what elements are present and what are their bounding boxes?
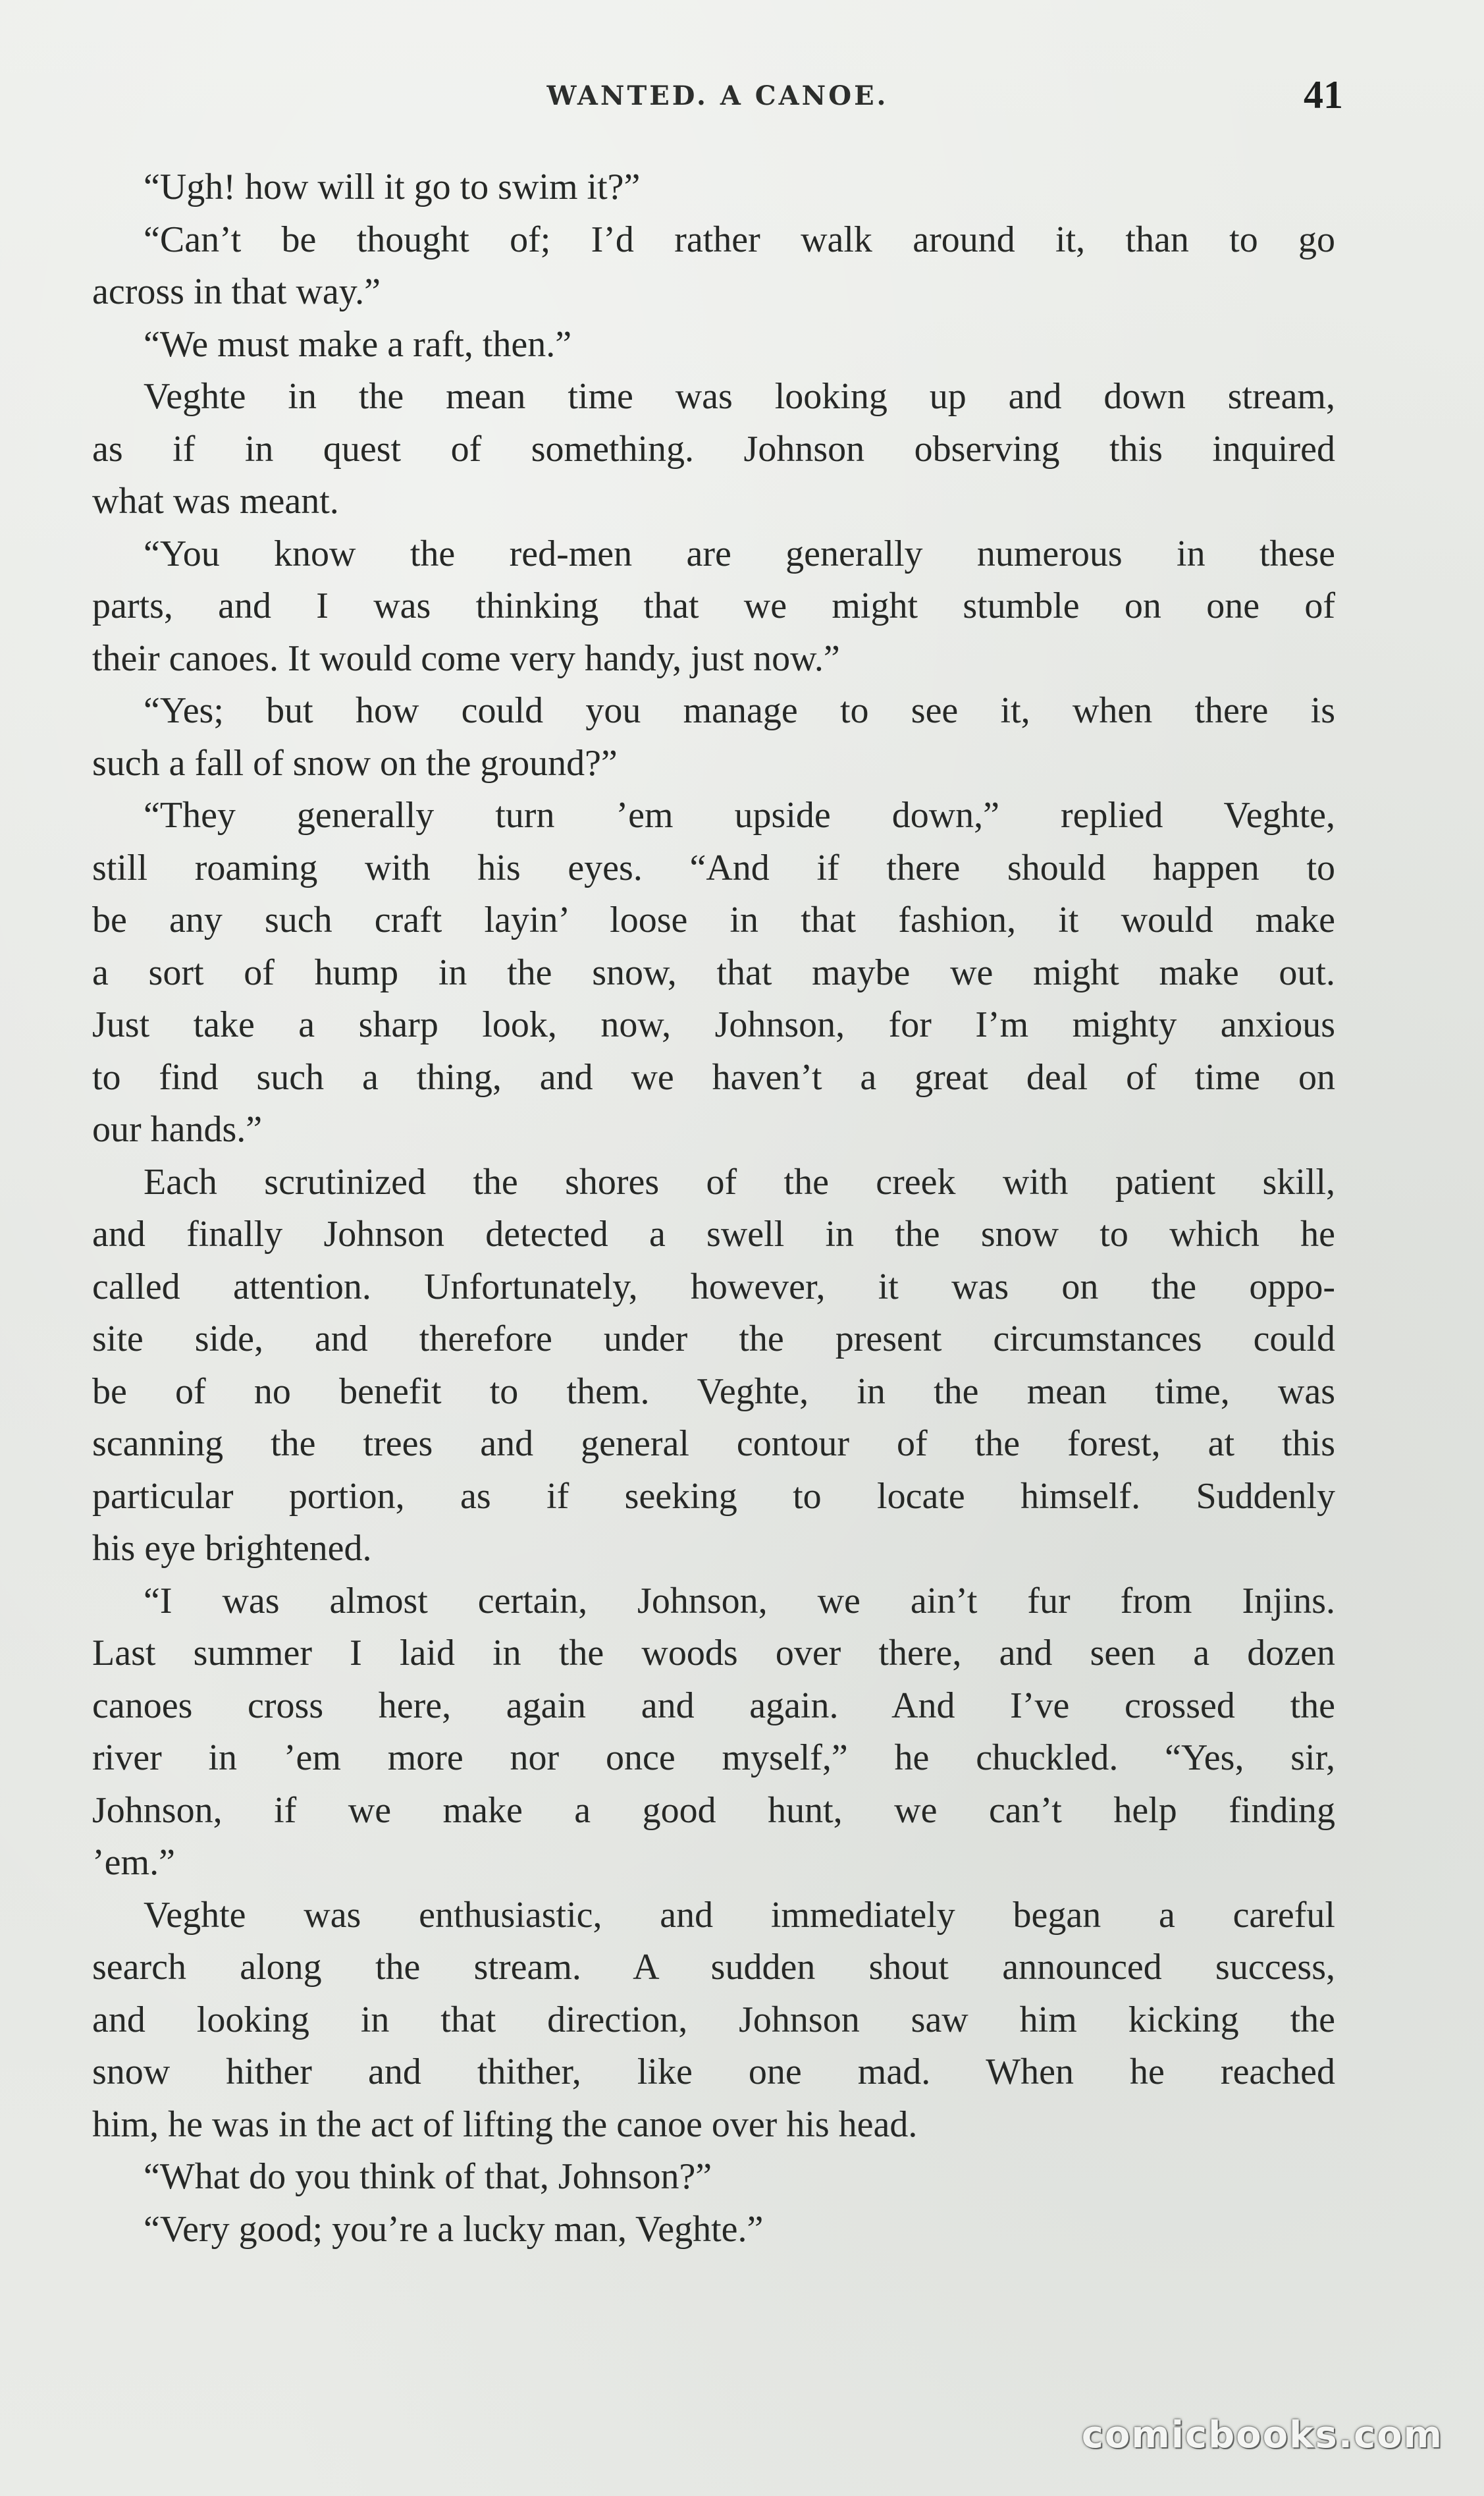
page-number: 41 [1304,73,1343,117]
text-line: particular portion, as if seeking to locate himself. Suddenly [92,1475,1335,1517]
text-line: parts, and I was thinking that we might stumble on one of [92,585,1335,626]
text-line: be any such craft layin’ loose in that fashion, it would make [92,900,1335,940]
text-line: “You know the red-men are generally numerous in these [144,533,1335,574]
text-line: “Ugh! how will it go to swim it?” [144,167,641,207]
text-line: called attention. Unfortunately, however, it was on the oppo- [92,1266,1335,1307]
text-line: “Very good; you’re a lucky man, Veghte.” [144,2208,764,2250]
text-line: snow hither and thither, like one mad. When he reached [92,2051,1335,2092]
text-line: Veghte in the mean time was looking up and down stream, [144,376,1335,417]
text-line: still roaming with his eyes. “And if there should happen to [92,847,1335,888]
text-line: “They generally turn ’em upside down,” replied Veghte, [144,795,1335,836]
page-header [92,72,1343,125]
text-line: “What do you think of that, Johnson?” [144,2156,712,2197]
text-line: to find such a thing, and we haven’t a great deal of time on [92,1056,1335,1098]
text-line: and finally Johnson detected a swell in the snow to which he [92,1214,1335,1255]
running-title: WANTED. A CANOE. [546,80,889,111]
text-line: their canoes. It would come very handy, just now.” [92,638,840,679]
text-line: as if in quest of something. Johnson observing this inquired [92,428,1335,470]
text-line: him, he was in the act of lifting the canoe over his head. [92,2103,918,2145]
text-line: scanning the trees and general contour of the forest, at this [92,1423,1335,1464]
watermark-logo: comicbooks.com [1081,2414,1443,2456]
text-line: and looking in that direction, Johnson saw him kicking the [92,1999,1335,2040]
text-line: be of no benefit to them. Veghte, in the mean time, was [92,1370,1335,1412]
text-line: our hands.” [92,1109,263,1150]
text-line: such a fall of snow on the ground?” [92,742,618,784]
text-line: Each scrutinized the shores of the creek with patient skill, [144,1161,1335,1203]
text-line: ’em.” [92,1842,175,1883]
text-line: Just take a sharp look, now, Johnson, for I’m mighty anxious [92,1004,1335,1045]
text-line: “We must make a raft, then.” [144,323,572,365]
text-line: Last summer I laid in the woods over there, and seen a dozen [92,1633,1335,1673]
text-line: river in ’em more nor once myself,” he chuckled. “Yes, sir, [92,1737,1335,1778]
text-line: canoes cross here, again and again. And I’ve crossed the [92,1685,1335,1726]
text-line: Johnson, if we make a good hunt, we can’t help finding [92,1789,1335,1831]
text-line: search along the stream. A sudden shout announced success, [92,1947,1335,1988]
text-line: across in that way.” [92,271,381,312]
text-line: “Can’t be thought of; I’d rather walk around it, than to go [144,219,1335,260]
text-line: his eye brightened. [92,1528,372,1569]
body-text [92,161,1335,2256]
text-line: “I was almost certain, Johnson, we ain’t fur from Injins. [144,1580,1335,1621]
text-line: site side, and therefore under the present circumstances could [92,1318,1335,1359]
text-line: Veghte was enthusiastic, and immediately began a careful [144,1894,1335,1936]
text-line: a sort of hump in the snow, that maybe we might make out. [92,952,1335,993]
text-line: what was meant. [92,481,339,522]
text-line: “Yes; but how could you manage to see it, when there is [144,690,1335,731]
